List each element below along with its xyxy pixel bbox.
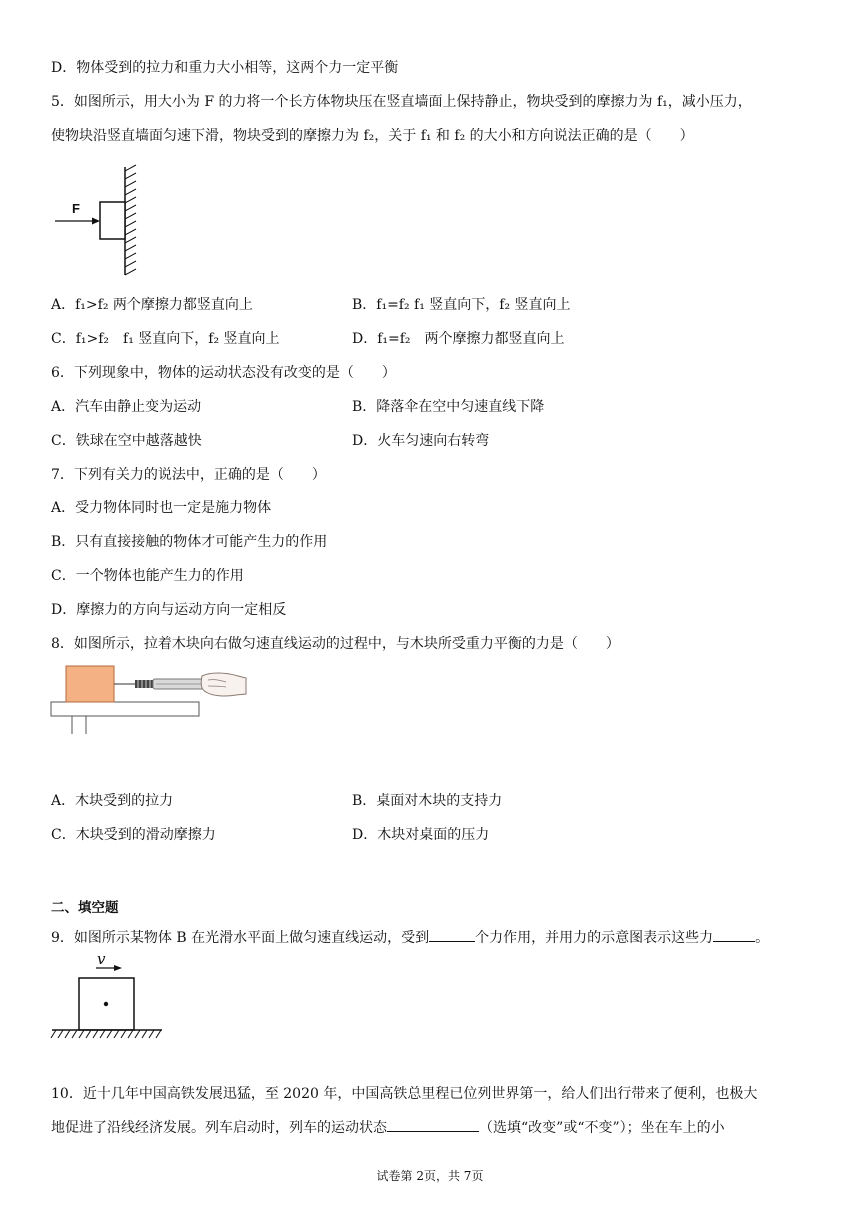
q5-stem-line1: 5．如图所示，用大小为 F 的力将一个长方体物块压在竖直墙面上保持静止，物块受到的摩擦力为 f₁，减小压力， xyxy=(51,94,752,110)
q9-text-3: 。 xyxy=(755,930,770,946)
q6-option-b[interactable]: B．降落伞在空中匀速直线下降 xyxy=(352,399,545,415)
q9-object-figure xyxy=(50,950,170,1045)
q10-line2 xyxy=(51,1117,725,1138)
q7-option-d[interactable]: D．摩擦力的方向与运动方向一定相反 xyxy=(51,602,287,618)
q10-text-2: （选填“改变”或“不变”）；坐在车上的小 xyxy=(479,1120,725,1136)
q5-force-label: F xyxy=(72,201,80,216)
q8-option-a[interactable]: A．木块受到的拉力 xyxy=(51,793,174,809)
q6-stem: 6．下列现象中，物体的运动状态没有改变的是（ ） xyxy=(51,365,396,381)
q10-line1: 10．近十几年中国高铁发展迅猛，至 2020 年，中国高铁总里程已位列世界第一，给人们出行带来了便利，也极大 xyxy=(51,1086,758,1102)
q8-option-d[interactable]: D．木块对桌面的压力 xyxy=(352,827,490,843)
q6-option-c[interactable]: C．铁球在空中越落越快 xyxy=(51,433,202,449)
q5-stem-line2: 使物块沿竖直墙面匀速下滑，物块受到的摩擦力为 f₂，关于 f₁ 和 f₂ 的大小和方向说法正确的是（ ） xyxy=(51,128,694,144)
q6-option-a[interactable]: A．汽车由静止变为运动 xyxy=(51,399,202,415)
page-footer: 试卷第 2页，共 7页 xyxy=(376,1169,484,1183)
q9-blank-2[interactable] xyxy=(713,927,755,942)
q7-option-c[interactable]: C．一个物体也能产生力的作用 xyxy=(51,568,244,584)
q6-option-d[interactable]: D．火车匀速向右转弯 xyxy=(352,433,490,449)
q9-text-1: 9．如图所示某物体 B 在光滑水平面上做匀速直线运动，受到 xyxy=(51,930,430,946)
section-title: 二、填空题 xyxy=(51,900,119,916)
q10-blank-1[interactable] xyxy=(387,1117,479,1132)
q9-stem xyxy=(51,927,769,948)
q8-option-c[interactable]: C．木块受到的滑动摩擦力 xyxy=(51,827,216,843)
q5-option-d[interactable]: D．f₁=f₂ 两个摩擦力都竖直向上 xyxy=(352,331,565,347)
q4-option-d: D．物体受到的拉力和重力大小相等，这两个力一定平衡 xyxy=(51,60,399,76)
q5-option-a[interactable]: A．f₁>f₂ 两个摩擦力都竖直向上 xyxy=(51,297,253,313)
q9-velocity-label: v xyxy=(97,950,106,968)
q9-text-2: 个力作用，并用力的示意图表示这些力 xyxy=(475,930,714,946)
q8-block-figure xyxy=(50,664,250,736)
q9-blank-1[interactable] xyxy=(429,927,475,942)
q8-stem: 8．如图所示，拉着木块向右做匀速直线运动的过程中，与木块所受重力平衡的力是（ ） xyxy=(51,636,620,652)
q7-option-a[interactable]: A．受力物体同时也一定是施力物体 xyxy=(51,500,272,516)
q10-text-1: 地促进了沿线经济发展。列车启动时，列车的运动状态 xyxy=(51,1120,387,1136)
q5-option-c[interactable]: C．f₁>f₂ f₁ 竖直向下，f₂ 竖直向上 xyxy=(51,331,280,347)
q7-stem: 7．下列有关力的说法中，正确的是（ ） xyxy=(51,467,326,483)
q5-wall-figure xyxy=(50,165,160,280)
q8-option-b[interactable]: B．桌面对木块的支持力 xyxy=(352,793,503,809)
q5-option-b[interactable]: B．f₁=f₂ f₁ 竖直向下，f₂ 竖直向上 xyxy=(352,297,571,313)
q7-option-b[interactable]: B．只有直接接触的物体才可能产生力的作用 xyxy=(51,534,328,550)
